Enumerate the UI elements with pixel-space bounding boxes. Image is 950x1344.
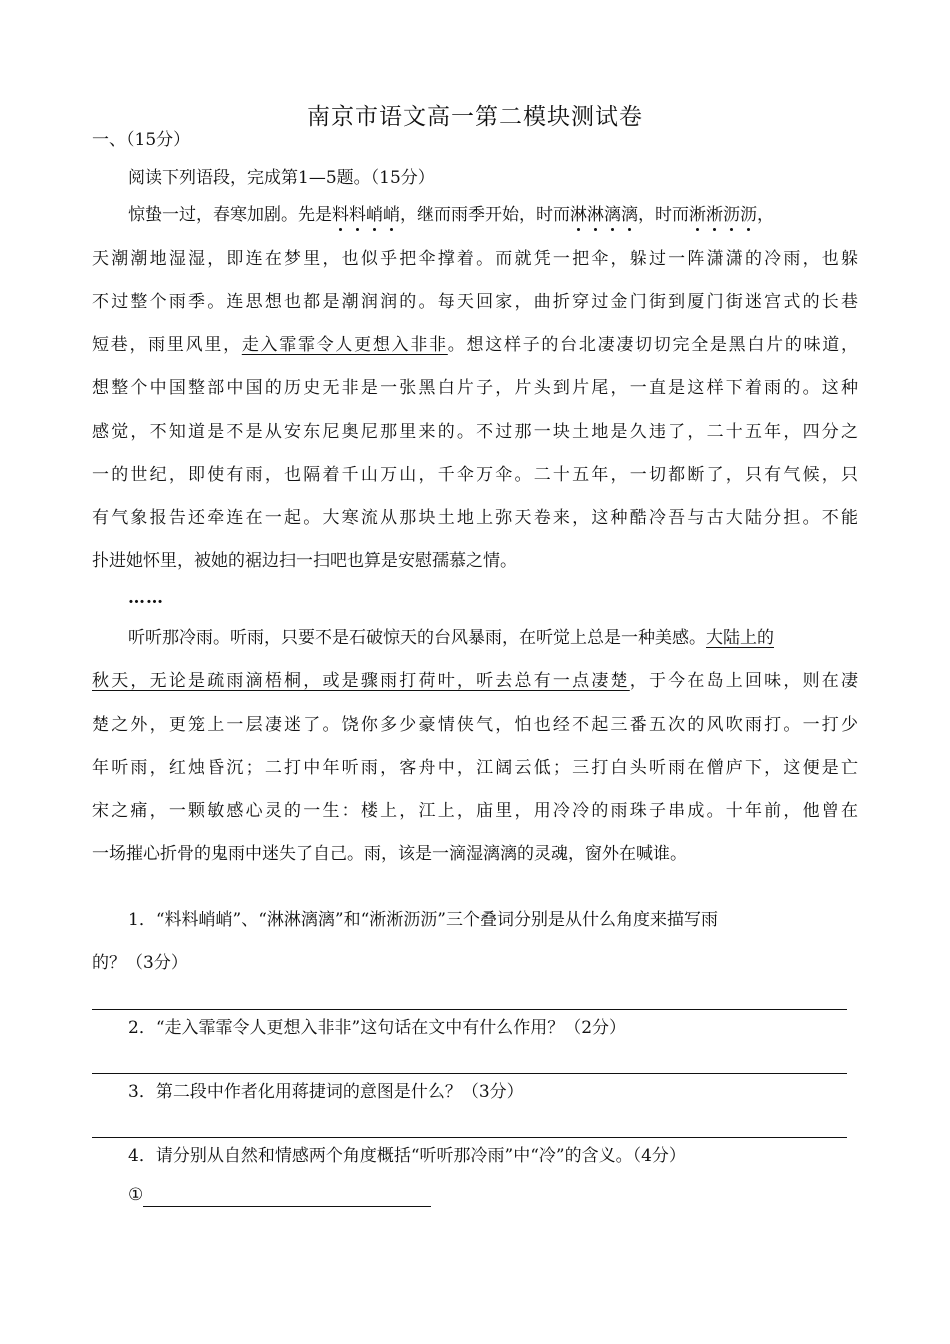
dotted-char: 漓 bbox=[604, 205, 621, 225]
emphasis-dotted-word bbox=[332, 205, 400, 225]
passage-line: 一场摧心折骨的鬼雨中迷失了自己。雨，该是一滴湿漓漓的灵魂，窗外在喊谁。 bbox=[92, 844, 687, 864]
underlined-sentence: 大陆上的 bbox=[706, 628, 774, 648]
dotted-char: 沥 bbox=[740, 205, 757, 225]
passage-text: ，于今在岛上回味，则在凄 bbox=[629, 671, 859, 691]
passage-line: 有气象报告还牵连在一起。大寒流从那块土地上弥天卷来，这种酷冷吾与古大陆分担。不能 bbox=[92, 508, 858, 528]
passage-text: ， bbox=[757, 205, 774, 225]
passage-text: ，继而雨季开始，时而 bbox=[400, 205, 570, 225]
answer-line[interactable] bbox=[92, 1137, 847, 1138]
answer-line[interactable] bbox=[92, 1073, 847, 1074]
dotted-char: 淋 bbox=[587, 205, 604, 225]
dotted-char: 料 bbox=[349, 205, 366, 225]
answer-line[interactable] bbox=[92, 1009, 847, 1010]
dotted-char: 峭 bbox=[383, 205, 400, 225]
dotted-char: 沥 bbox=[723, 205, 740, 225]
passage-line: 想整个中国整部中国的历史无非是一张黑白片子，片头到片尾，一直是这样下着雨的。这种 bbox=[92, 378, 858, 398]
question-2: 2．“走入霏霏令人更想入非非”这句话在文中有什么作用？（2分） bbox=[128, 1018, 627, 1038]
passage-text: 短巷，雨里风里， bbox=[92, 335, 242, 355]
dotted-char: 淋 bbox=[570, 205, 587, 225]
underlined-sentence: 秋天，无论是疏雨滴梧桐，或是骤雨打荷叶，听去总有一点凄楚 bbox=[92, 671, 630, 691]
section-heading: 一、（15分） bbox=[92, 130, 191, 150]
passage-line: 感觉，不知道是不是从安东尼奥尼那里来的。不过那一块土地是久违了，二十五年，四分之 bbox=[92, 422, 858, 442]
underlined-sentence: 走入霏霏令人更想入非非 bbox=[241, 335, 448, 355]
emphasis-dotted-word bbox=[689, 205, 757, 225]
passage-line: 天潮潮地湿湿，即连在梦里，也似乎把伞撑着。而就凭一把伞，躲过一阵潇潇的冷雨，也躲 bbox=[92, 249, 858, 269]
passage-line bbox=[92, 333, 858, 357]
dotted-char: 漓 bbox=[621, 205, 638, 225]
dotted-char: 峭 bbox=[366, 205, 383, 225]
passage-text: 听听那冷雨。听雨，只要不是石破惊天的台风暴雨，在听觉上总是一种美感。 bbox=[128, 628, 706, 648]
passage-line bbox=[128, 626, 774, 650]
instruction-text: 阅读下列语段，完成第1—5题。（15分） bbox=[128, 168, 435, 188]
passage-text: 。想这样子的台北凄凄切切完全是黑白片的味道， bbox=[447, 335, 859, 355]
passage-line: 宋之痛，一颗敏感心灵的一生：楼上，江上，庙里，用冷冷的雨珠子串成。十年前，他曾在 bbox=[92, 801, 858, 821]
page-title: 南京市语文高一第二模块测试卷 bbox=[307, 104, 643, 130]
dotted-char: 料 bbox=[332, 205, 349, 225]
passage-line: 不过整个雨季。连思想也都是潮润润的。每天回家，曲折穿过金门街到厦门街迷宫式的长巷 bbox=[92, 292, 858, 312]
dotted-char: 淅 bbox=[689, 205, 706, 225]
circled-number: ① bbox=[128, 1185, 144, 1205]
dotted-char: 淅 bbox=[706, 205, 723, 225]
passage-line: 扑进她怀里，被她的裾边扫一扫吧也算是安慰孺慕之情。 bbox=[92, 551, 517, 571]
passage-line: 楚之外，更笼上一层凄迷了。饶你多少豪情侠气，怕也经不起三番五次的风吹雨打。一打少 bbox=[92, 715, 858, 735]
passage-line: 年听雨，红烛昏沉；二打中年听雨，客舟中，江阔云低；三打白头听雨在僧庐下，这便是亡 bbox=[92, 758, 858, 778]
passage-text: ，时而 bbox=[638, 205, 689, 225]
answer-blank[interactable] bbox=[143, 1186, 431, 1207]
question-1: 1．“料料峭峭”、“淋淋漓漓”和“淅淅沥沥”三个叠词分别是从什么角度来描写雨 bbox=[128, 910, 718, 930]
passage-line bbox=[92, 669, 858, 693]
passage-line: 一的世纪，即使有雨，也隔着千山万山，千伞万伞。二十五年，一切都断了，只有气候，只 bbox=[92, 465, 858, 485]
ellipsis: …… bbox=[128, 588, 164, 608]
emphasis-dotted-word bbox=[570, 205, 638, 225]
passage-line bbox=[128, 203, 774, 227]
question-1-cont: 的？（3分） bbox=[92, 953, 188, 973]
passage-text: 惊蛰一过，春寒加剧。先是 bbox=[128, 205, 332, 225]
answer-blank-row bbox=[128, 1183, 431, 1207]
question-4: 4．请分别从自然和情感两个角度概括“听听那冷雨”中“冷”的含义。（4分） bbox=[128, 1146, 686, 1166]
question-3: 3．第二段中作者化用蒋捷词的意图是什么？（3分） bbox=[128, 1082, 524, 1102]
